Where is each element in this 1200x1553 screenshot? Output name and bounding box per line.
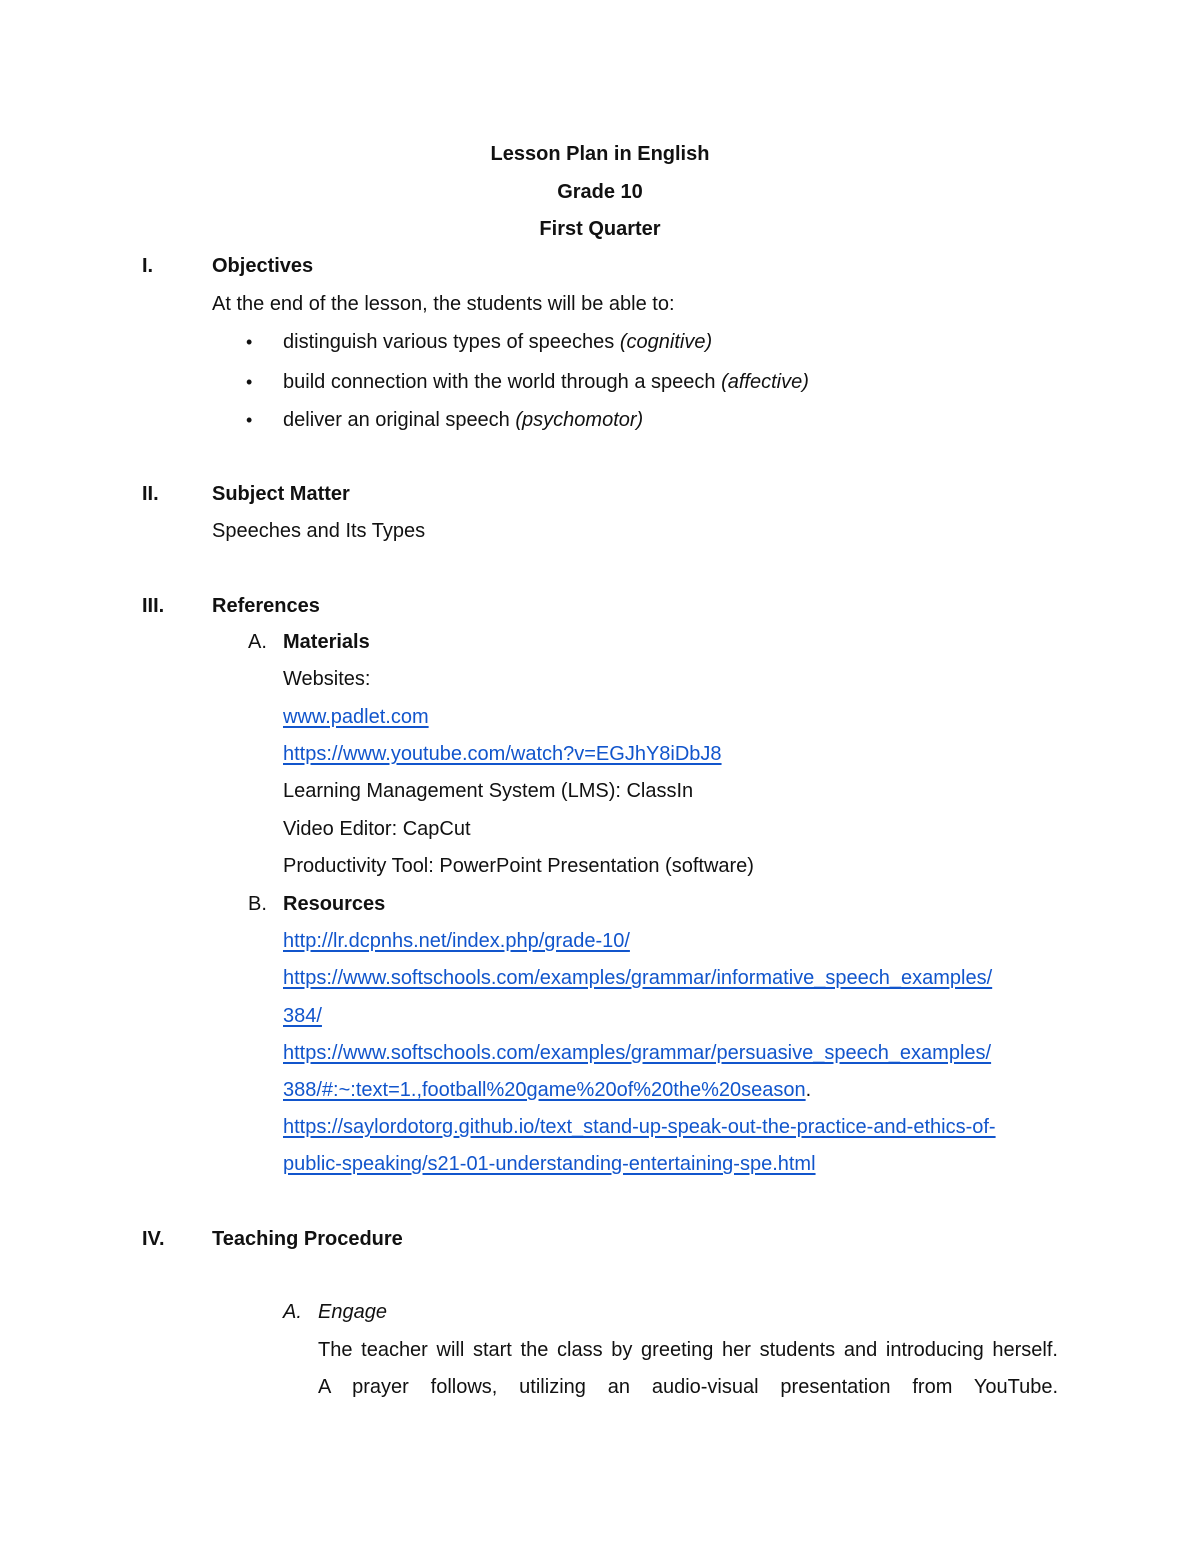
material-item-video-editor: Video Editor: CapCut	[283, 818, 471, 840]
resource-link-lr-dcpnhs[interactable]: http://lr.dcpnhs.net/index.php/grade-10/	[283, 930, 630, 952]
padlet-link[interactable]: www.padlet.com	[283, 706, 429, 728]
engage-letter: A.	[283, 1301, 302, 1323]
resources-letter: B.	[248, 893, 267, 915]
material-item-lms: Learning Management System (LMS): ClassIn	[283, 780, 694, 802]
objective-item: distinguish various types of speeches (cognitive)	[283, 331, 713, 353]
resources-heading: Resources	[283, 893, 386, 915]
websites-label: Websites:	[283, 668, 371, 690]
engage-text-line-1: The teacher will start the class by greeting her students and introducing herself.	[318, 1339, 1058, 1361]
grade-label: Grade 10	[557, 181, 643, 203]
resource-link-informative[interactable]: https://www.softschools.com/examples/grammar/informative_speech_examples/	[283, 967, 993, 989]
resource-link-saylor[interactable]: https://saylordotorg.github.io/text_stand-up-speak-out-the-practice-and-ethics-of-	[283, 1116, 996, 1138]
engage-text-line-2: A prayer follows, utilizing an audio-visual presentation from YouTube.	[318, 1376, 1058, 1398]
objectives-heading: Objectives	[212, 255, 314, 277]
procedure-heading: Teaching Procedure	[212, 1228, 403, 1250]
document-title: Lesson Plan in English	[490, 143, 710, 165]
resource-link-persuasive[interactable]: https://www.softschools.com/examples/grammar/persuasive_speech_examples/	[283, 1042, 992, 1064]
quarter-label: First Quarter	[539, 218, 661, 240]
resource-link-persuasive-cont-line	[283, 1078, 811, 1102]
section-numeral-procedure: IV.	[142, 1228, 165, 1250]
materials-letter: A.	[248, 631, 267, 653]
resource-link-saylor-cont[interactable]: public-speaking/s21-01-understanding-entertaining-spe.html	[283, 1153, 816, 1175]
engage-heading: Engage	[318, 1301, 387, 1323]
references-heading: References	[212, 595, 320, 617]
objective-item: deliver an original speech (psychomotor)	[283, 409, 644, 431]
bullet-icon: •	[246, 410, 253, 430]
subject-heading: Subject Matter	[212, 483, 350, 505]
section-numeral-subject: II.	[142, 483, 159, 505]
objective-item: build connection with the world through a speech (affective)	[283, 371, 809, 393]
bullet-icon: •	[246, 372, 253, 392]
section-numeral-objectives: I.	[142, 255, 154, 277]
resource-link-persuasive-cont[interactable]: 388/#:~:text=1.,football%20game%20of%20the%20season	[283, 1079, 806, 1101]
section-numeral-references: III.	[142, 595, 165, 617]
trailing-period: .	[805, 1079, 812, 1101]
objectives-intro: At the end of the lesson, the students will be able to:	[212, 293, 675, 315]
resource-link-informative-cont[interactable]: 384/	[283, 1005, 322, 1027]
youtube-link[interactable]: https://www.youtube.com/watch?v=EGJhY8iDbJ8	[283, 743, 722, 765]
materials-heading: Materials	[283, 631, 370, 653]
subject-text: Speeches and Its Types	[212, 520, 426, 542]
material-item-productivity: Productivity Tool: PowerPoint Presentation (software)	[283, 855, 754, 877]
bullet-icon: •	[246, 332, 253, 352]
